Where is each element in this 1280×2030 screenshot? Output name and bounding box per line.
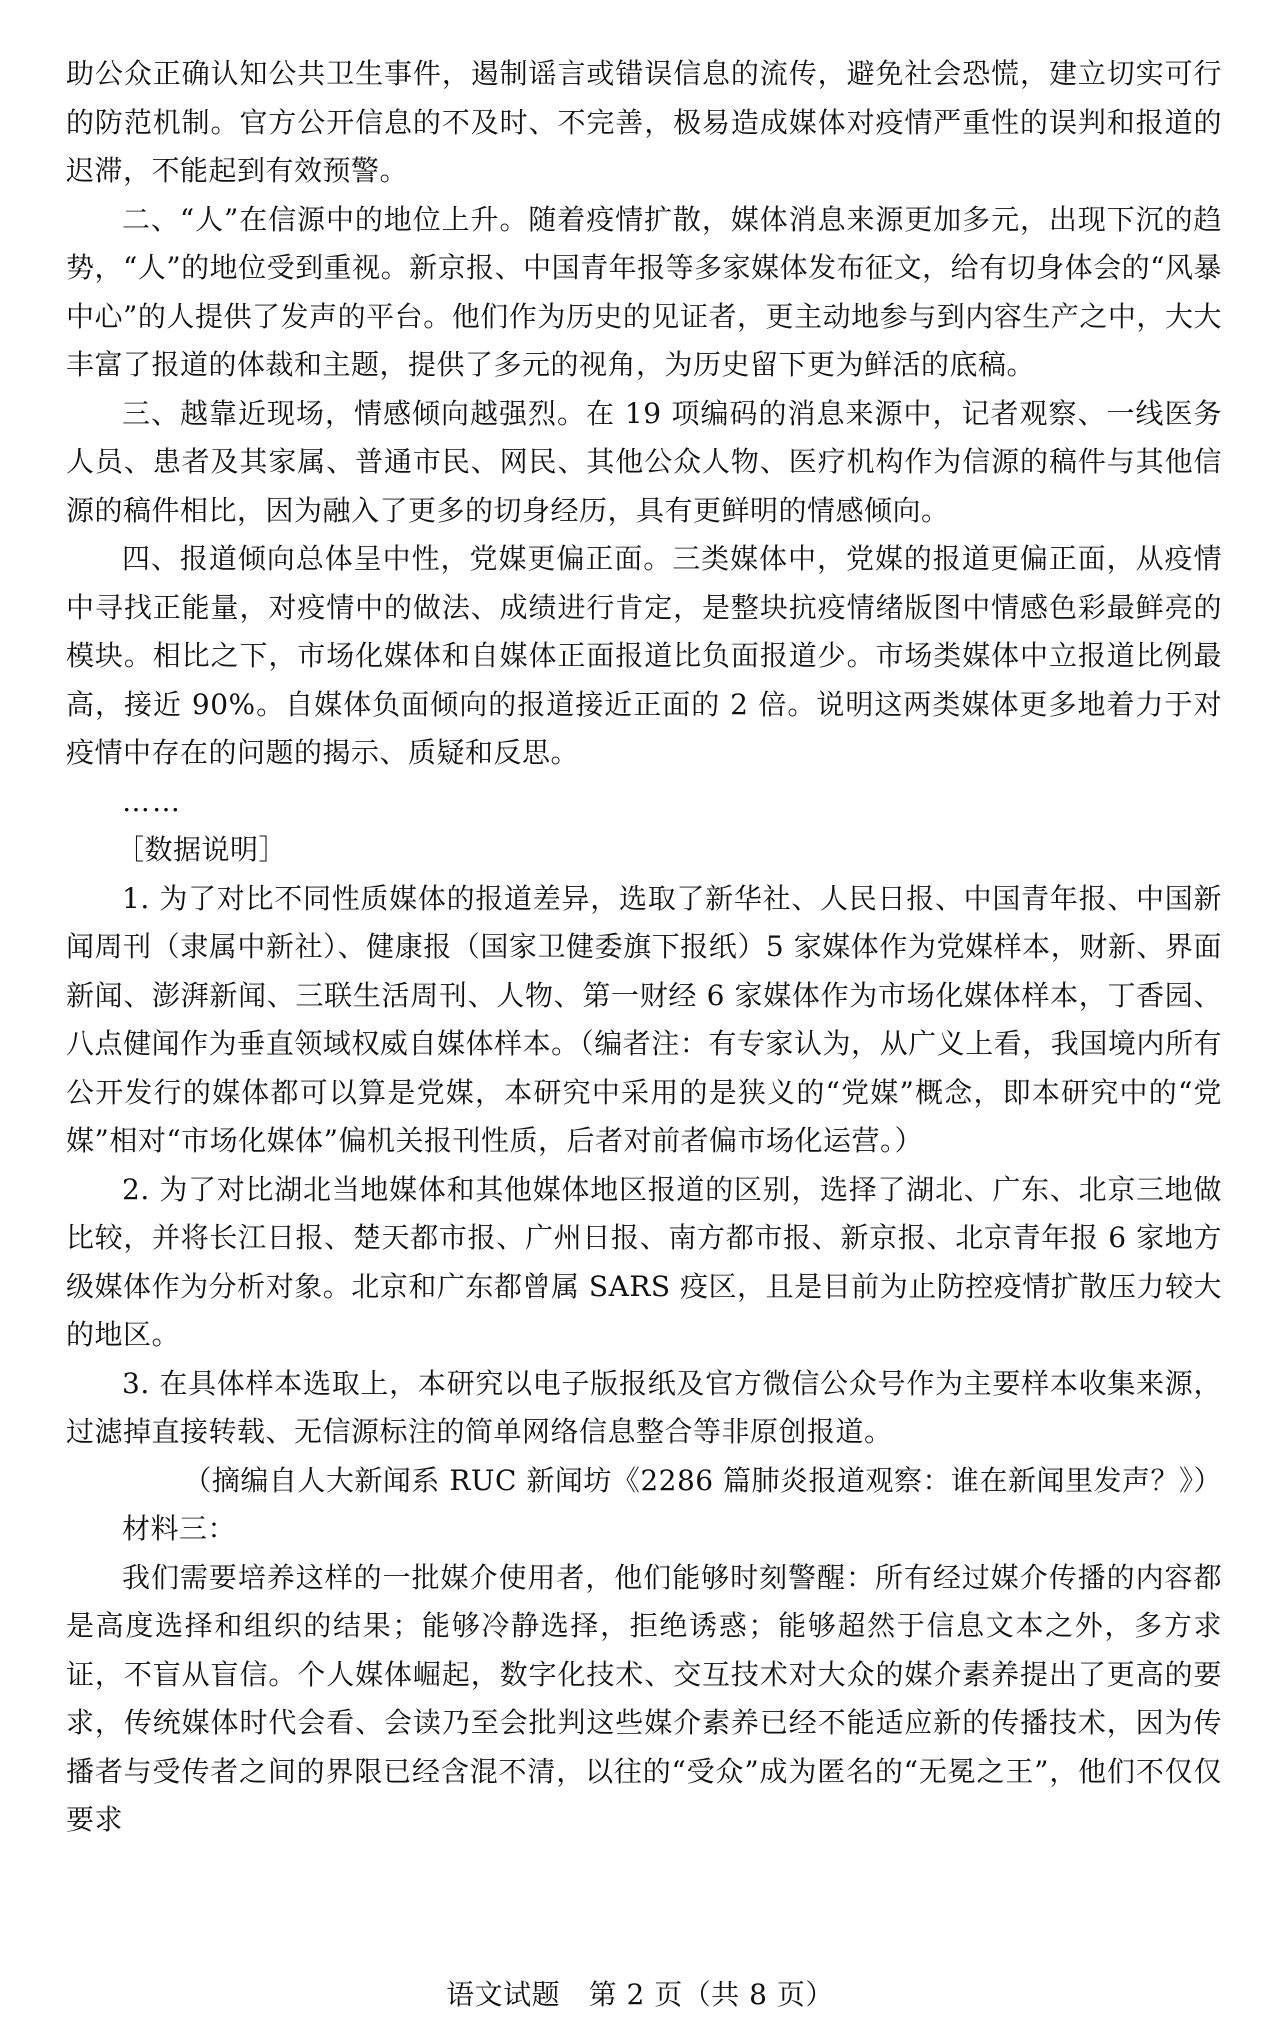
data-note-3: 3. 在具体样本选取上，本研究以电子版报纸及官方微信公众号作为主要样本收集来源，过滤掉直接转载、无信源标注的简单网络信息整合等非原创报道。 <box>66 1366 1222 1448</box>
data-note-1: 1. 为了对比不同性质媒体的报道差异，选取了新华社、人民日报、中国青年报、中国新闻周刊（隶属中新社）、健康报（国家卫健委旗下报纸）5 家媒体作为党媒样本，财新、界面新闻、澎湃新闻、三联生活周刊、人物、第一财经 6 家媒体作为市场化媒体样本，丁香园、八点健闻作为垂直领域权威自媒体样本。（编者注：有专家认为，从广义上看，我国境内所有公开发行的媒体都可以算是党媒，本研究中采用的是狭义的“党媒”概念，即本研究中的“党媒”相对“市场化媒体”偏机关报刊性质，后者对前者偏市场化运营。） <box>66 881 1222 1157</box>
ellipsis: …… <box>122 784 182 818</box>
data-note-2: 2. 为了对比湖北当地媒体和其他媒体地区报道的区别，选择了湖北、广东、北京三地做比较，并将长江日报、楚天都市报、广州日报、南方都市报、新京报、北京青年报 6 家地方级媒体作为分析对象。北京和广东都曾属 SARS 疫区，且是目前为止防控疫情扩散压力较大的地区。 <box>66 1172 1222 1351</box>
paragraph-continuation: 助公众正确认知公共卫生事件，遏制谣言或错误信息的流传，避免社会恐慌，建立切实可行的防范机制。官方公开信息的不及时、不完善，极易造成媒体对疫情严重性的误判和报道的迟滞，不能起到有效预警。 <box>66 57 1222 187</box>
paragraph-point-two: 二、“人”在信源中的地位上升。随着疫情扩散，媒体消息来源更加多元，出现下沉的趋势，“人”的地位受到重视。新京报、中国青年报等多家媒体发布征文，给有切身体会的“风暴中心”的人提供了发声的平台。他们作为历史的见证者，更主动地参与到内容生产之中，大大丰富了报道的体裁和主题，提供了多元的视角，为历史留下更为鲜活的底稿。 <box>66 202 1222 381</box>
exam-page-body <box>66 50 1222 1845</box>
material-three-paragraph: 我们需要培养这样的一批媒介使用者，他们能够时刻警醒：所有经过媒介传播的内容都是高度选择和组织的结果；能够冷静选择，拒绝诱惑；能够超然于信息文本之外，多方求证，不盲从盲信。个人媒体崛起，数字化技术、交互技术对大众的媒介素养提出了更高的要求，传统媒体时代会看、会读乃至会批判这些媒介素养已经不能适应新的传播技术，因为传播者与受传者之间的界限已经含混不清，以往的“受众”成为匿名的“无冕之王”，他们不仅仅要求 <box>66 1560 1222 1836</box>
data-note-heading: ［数据说明］ <box>116 833 288 866</box>
source-citation: （摘编自人大新闻系 RUC 新闻坊《2286 篇肺炎报道观察：谁在新闻里发声？》） <box>183 1463 1222 1497</box>
material-three-heading: 材料三： <box>122 1512 237 1545</box>
paragraph-point-three: 三、越靠近现场，情感倾向越强烈。在 19 项编码的消息来源中，记者观察、一线医务人员、患者及其家属、普通市民、网民、其他公众人物、医疗机构作为信源的稿件与其他信源的稿件相比，因为融入了更多的切身经历，具有更鲜明的情感倾向。 <box>66 396 1222 527</box>
page-footer: 语文试题 第 2 页（共 8 页） <box>446 1978 834 2011</box>
paragraph-point-four: 四、报道倾向总体呈中性，党媒更偏正面。三类媒体中，党媒的报道更偏正面，从疫情中寻找正能量，对疫情中的做法、成绩进行肯定，是整块抗疫情绪版图中情感色彩最鲜亮的模块。相比之下，市场化媒体和自媒体正面报道比负面报道少。市场类媒体中立报道比例最高，接近 90%。自媒体负面倾向的报道接近正面的 2 倍。说明这两类媒体更多地着力于对疫情中存在的问题的揭示、质疑和反思。 <box>66 542 1222 769</box>
